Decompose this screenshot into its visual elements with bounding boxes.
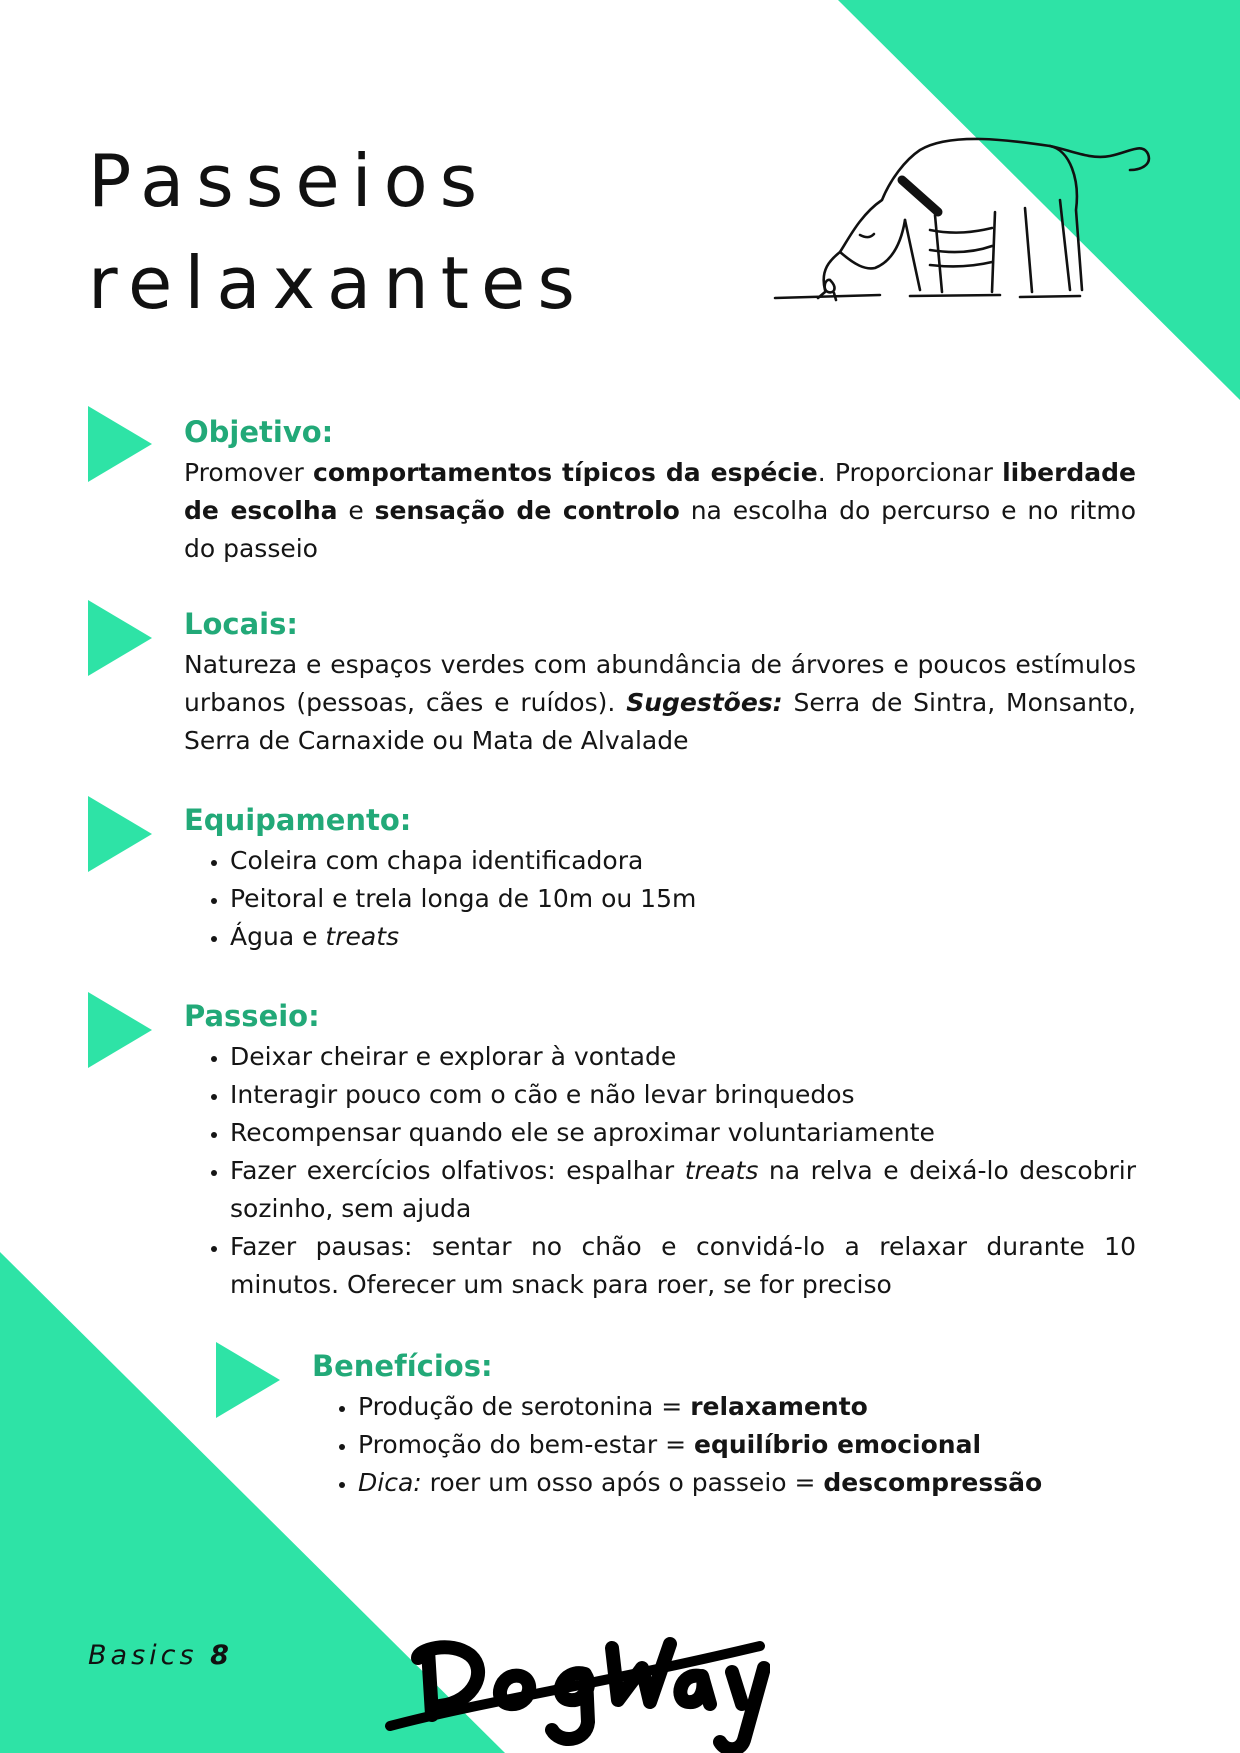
footer-section-name: Basics (88, 1640, 198, 1671)
list-item (358, 1426, 1112, 1464)
equipamento-item3-text: Água e (230, 922, 326, 951)
beneficios-item2-bold: equilíbrio emocional (694, 1430, 982, 1459)
passeio-arrow-icon (88, 992, 152, 1068)
passeio-item4-text-a: Fazer exercícios olfativos: espalhar (230, 1156, 685, 1185)
objetivo-heading: Objetivo: (184, 415, 334, 449)
page-title (88, 130, 587, 334)
passeio-heading: Passeio: (184, 999, 320, 1033)
objetivo-bold-1: comportamentos típicos da espécie (313, 458, 818, 487)
locais-arrow-icon (88, 600, 152, 676)
passeio-section (184, 998, 1136, 1304)
list-item (230, 1152, 1136, 1228)
equipamento-arrow-icon (88, 796, 152, 872)
objetivo-text-1: Promover (184, 458, 313, 487)
objetivo-bold-2: liberdade de escolha (184, 458, 1137, 525)
locais-section (184, 606, 1136, 760)
objetivo-bold-3: sensação de controlo (374, 496, 680, 525)
beneficios-item3-italic: Dica: (358, 1468, 422, 1497)
list-item: • Fazer pausas: sentar no chão e convidá-lo a relaxar durante 10 minutos. Oferecer um snack para roer, se for preciso (230, 1228, 1136, 1304)
beneficios-heading: Benefícios: (312, 1349, 493, 1383)
locais-text-2: Serra de Sintra, Monsanto, Serra de Carnaxide ou Mata de Alvalade (184, 688, 1136, 755)
locais-text (184, 646, 1136, 760)
list-item: • Deixar cheirar e explorar à vontade (230, 1038, 1136, 1076)
footer-label (88, 1640, 233, 1671)
equipamento-heading: Equipamento: (184, 803, 412, 837)
objetivo-arrow-icon (88, 406, 152, 482)
objetivo-text-3: e (337, 496, 375, 525)
beneficios-item3-text: roer um osso após o passeio = (421, 1468, 824, 1497)
dogway-logo (380, 1610, 770, 1753)
list-item (230, 918, 1136, 956)
beneficios-item1-bold: relaxamento (690, 1392, 868, 1421)
objetivo-text (184, 454, 1136, 568)
locais-text-1: Natureza e espaços verdes com abundância de árvores e poucos estímulos urbanos (pessoas, cães e ruídos). (184, 650, 1136, 717)
equipamento-list (184, 842, 1136, 956)
passeio-item4-text-b: na relva e deixá-lo descobrir sozinho, sem ajuda (230, 1156, 1136, 1223)
objetivo-text-4: na escolha do percurso e no ritmo do passeio (184, 496, 1136, 563)
list-item (358, 1388, 1112, 1426)
passeio-item4-italic: treats (684, 1156, 759, 1185)
objetivo-text-2: . Proporcionar (817, 458, 1003, 487)
list-item: • Peitoral e trela longa de 10m ou 15m (230, 880, 1136, 918)
title-line-1: Passeios (88, 139, 490, 223)
list-item (358, 1464, 1112, 1502)
list-item: • Recompensar quando ele se aproximar voluntariamente (230, 1114, 1136, 1152)
passeio-list (184, 1038, 1136, 1304)
beneficios-section (312, 1348, 1112, 1502)
sniffing-dog-illustration (770, 120, 1170, 310)
list-item: • Interagir pouco com o cão e não levar brinquedos (230, 1076, 1136, 1114)
beneficios-item1-text: Produção de serotonina = (358, 1392, 691, 1421)
list-item: • Coleira com chapa identificadora (230, 842, 1136, 880)
objetivo-section (184, 414, 1136, 568)
title-line-2: relaxantes (88, 241, 587, 325)
beneficios-arrow-icon (216, 1342, 280, 1418)
beneficios-list (312, 1388, 1112, 1502)
locais-suggestions-label: Sugestões: (626, 688, 783, 717)
beneficios-item3-bold: descompressão (823, 1468, 1043, 1497)
locais-heading: Locais: (184, 607, 298, 641)
equipamento-item3-italic: treats (325, 922, 400, 951)
beneficios-item2-text: Promoção do bem-estar = (358, 1430, 694, 1459)
page-number: 8 (210, 1640, 233, 1671)
equipamento-section (184, 802, 1136, 956)
